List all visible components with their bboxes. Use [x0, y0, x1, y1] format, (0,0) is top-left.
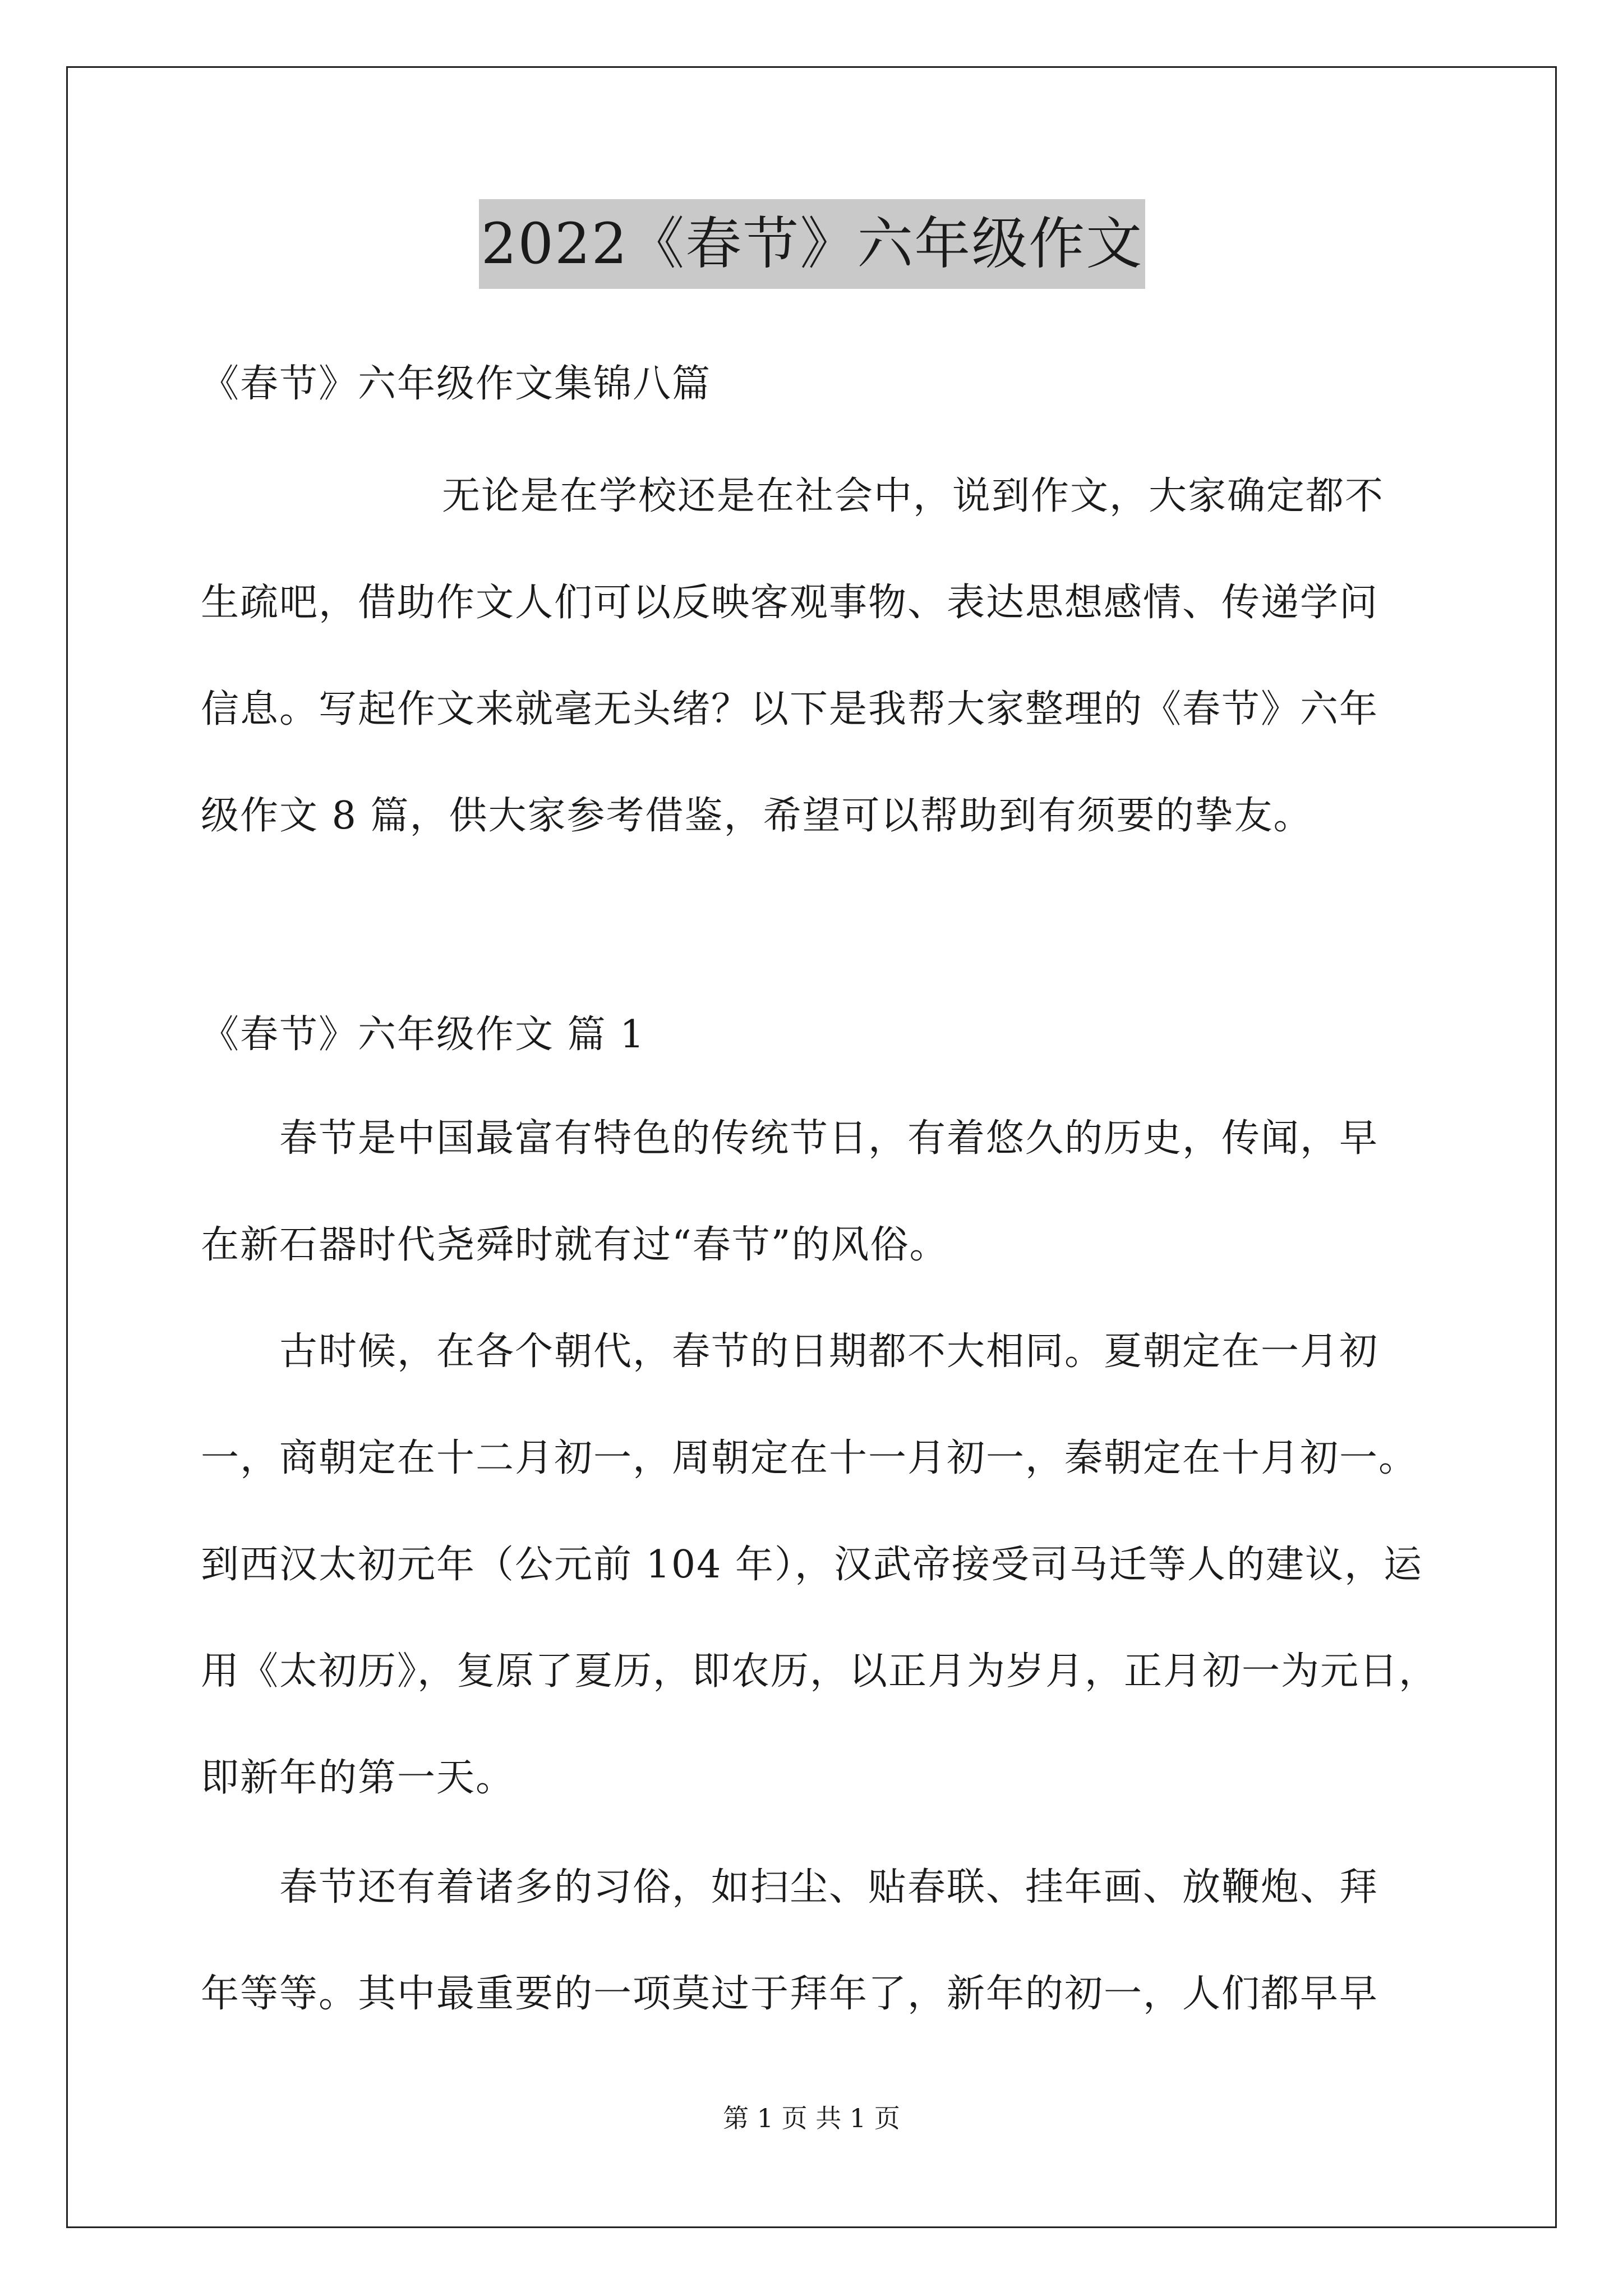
para3-line-1: 春节还有着诸多的习俗，如扫尘、贴春联、挂年画、放鞭炮、拜 [279, 1865, 1379, 1910]
para3-line-2: 年等等。其中最重要的一项莫过于拜年了，新年的初一，人们都早早 [201, 1972, 1379, 2016]
para1-line-2: 在新石器时代尧舜时就有过“春节”的风俗。 [201, 1223, 949, 1267]
para1-line-1: 春节是中国最富有特色的传统节日，有着悠久的历史，传闻，早 [279, 1116, 1379, 1161]
intro-line-4: 级作文 8 篇，供大家参考借鉴，希望可以帮助到有须要的挚友。 [201, 794, 1313, 838]
intro-line-1: 无论是在学校还是在社会中，说到作文，大家确定都不 [442, 474, 1385, 518]
intro-line-3: 信息。写起作文来就毫无头绪？以下是我帮大家整理的《春节》六年 [201, 687, 1379, 731]
para2-line-2: 一，商朝定在十二月初一，周朝定在十一月初一，秦朝定在十月初一。 [201, 1436, 1418, 1480]
title-container [201, 199, 1423, 289]
section-heading: 《春节》六年级作文 篇 1 [201, 1013, 645, 1057]
page-footer: 第 1 页 共 1 页 [723, 2103, 900, 2133]
intro-line-2: 生疏吧，借助作文人们可以反映客观事物、表达思想感情、传递学问 [201, 581, 1379, 625]
para2-line-3: 到西汉太初元年（公元前 104 年），汉武帝接受司马迁等人的建议，运 [201, 1543, 1423, 1587]
para2-line-1: 古时候，在各个朝代，春节的日期都不大相同。夏朝定在一月初 [279, 1329, 1379, 1374]
para2-line-5: 即新年的第一天。 [201, 1756, 515, 1800]
page-title: 2022《春节》六年级作文 [479, 199, 1146, 289]
subtitle: 《春节》六年级作文集锦八篇 [201, 362, 712, 406]
para2-line-4: 用《太初历》，复原了夏历，即农历，以正月为岁月，正月初一为元日， [201, 1649, 1438, 1694]
